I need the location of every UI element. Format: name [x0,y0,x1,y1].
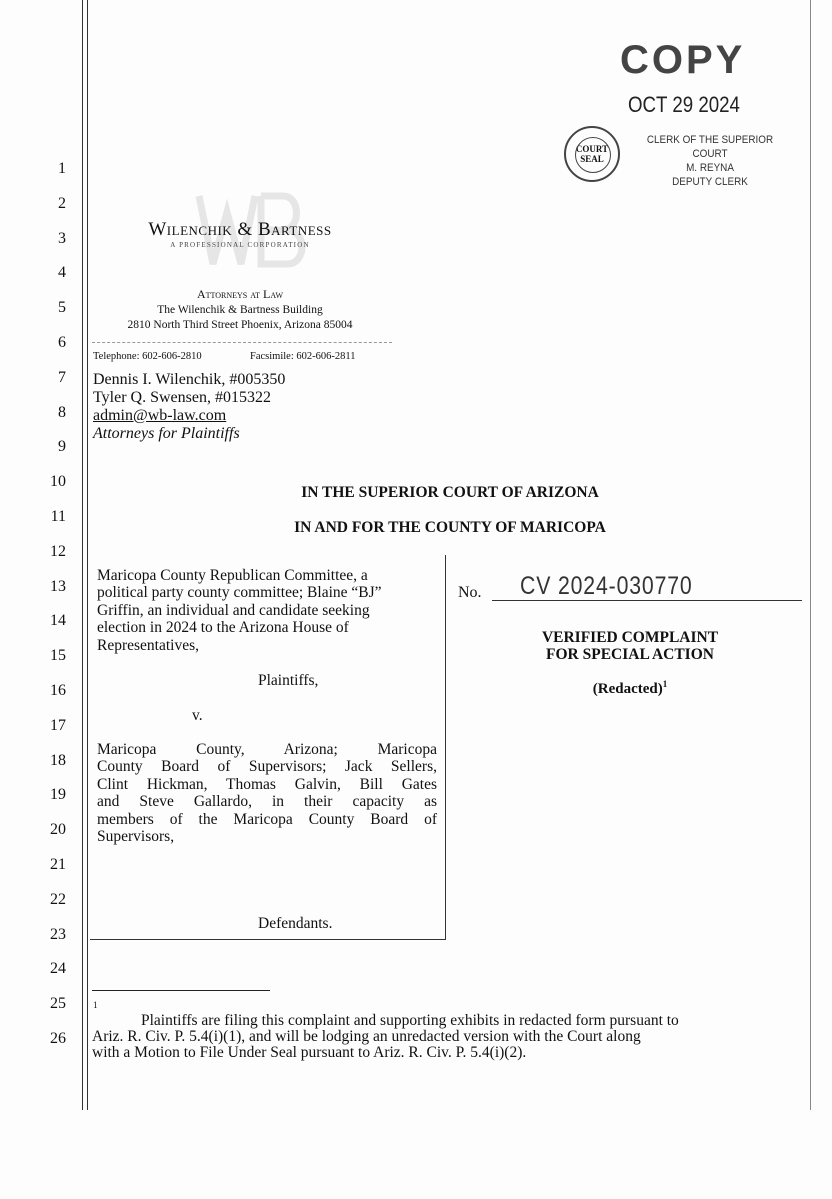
line-number: 5 [58,299,66,317]
defendants-description [97,741,437,845]
firm-address: 2810 North Third Street Phoenix, Arizona 85004 [127,319,353,331]
caption-right-border [445,555,446,940]
letterhead-divider [92,342,392,343]
document-title [450,629,810,663]
caption-line: Representatives, [97,636,200,654]
copy-stamp: COPY [620,38,746,82]
court-name: IN THE SUPERIOR COURT OF ARIZONA [301,484,599,501]
caption-line: election in 2024 to the Arizona House of [97,619,349,637]
line-number: 4 [58,264,66,282]
footnote-mark: 1 [93,1000,98,1010]
case-number: CV 2024-030770 [520,572,693,600]
attorney-1: Dennis I. Wilenchik, #005350 [93,371,286,388]
footnote-line: Ariz. R. Civ. P. 5.4(i)(1), and will be lodging an unredacted version with the Court along [92,1028,641,1045]
line-number: 7 [58,368,66,386]
line-number: 15 [50,647,66,665]
line-number: 2 [58,194,66,212]
court-seal [564,126,620,182]
caption-line: Clint Hickman, Thomas Galvin, Bill Gates [97,775,437,793]
line-number: 20 [50,821,66,839]
caption-bottom-border [90,939,446,940]
clerk-stamp [643,133,778,189]
clerk-line: CLERK OF THE SUPERIOR COURT [646,134,774,160]
caption-line: County Board of Supervisors; Jack Sellers, [97,758,437,776]
firm-name: Wilenchik & Bartness [148,219,332,240]
caption-line: Supervisors, [97,828,175,846]
margin-rule-left-outer [82,0,83,1110]
caption-line: members of the Maricopa County Board of [97,810,437,828]
line-number: 23 [50,925,66,943]
firm-telephone: Telephone: 602-606-2810 [93,351,202,362]
caption-line: Griffin, an individual and candidate seeking [97,601,370,619]
line-number: 18 [50,751,66,769]
line-number: 19 [50,786,66,804]
footnote-separator [92,990,270,991]
line-number: 21 [50,856,66,873]
line-number: 12 [50,542,66,560]
attorney-role: Attorneys for Plaintiffs [93,425,240,442]
defendants-label: Defendants. [258,915,333,932]
attorney-email[interactable]: admin@wb-law.com [93,407,227,424]
footnote-text [92,1013,806,1061]
margin-rule-left-inner [87,0,88,1110]
caption-line: political party county committee; Blaine “BJ” [97,584,382,602]
redacted-label [450,679,810,698]
line-number: 1 [58,160,66,177]
line-number: 24 [50,960,66,978]
seal-text-top: COURT [575,144,609,154]
caption-line: Maricopa County, Arizona; Maricopa [97,741,437,758]
line-number: 16 [50,682,66,699]
filed-date-stamp: OCT 29 2024 [628,92,740,117]
line-number: 17 [50,716,66,734]
line-number: 10 [50,473,66,491]
footnote-line: with a Motion to File Under Seal pursuant to Ariz. R. Civ. P. 5.4(i)(2). [92,1044,527,1061]
footnote-line: Plaintiffs are filing this complaint and supporting exhibits in redacted form pursuant to [141,1012,679,1029]
line-number: 9 [58,438,66,456]
case-no-label: No. [458,584,482,601]
line-number: 22 [50,890,66,908]
versus: v. [192,707,203,724]
firm-subtitle: A PROFESSIONAL CORPORATION [170,241,310,249]
clerk-name: M. REYNA [686,162,734,174]
line-number: 14 [50,612,66,630]
line-number: 26 [50,1030,66,1047]
caption-line: and Steve Gallardo, in their capacity as [97,793,437,811]
attorney-block [93,371,285,443]
firm-building: The Wilenchik & Bartness Building [157,304,323,316]
footnote-ref[interactable]: 1 [662,679,668,689]
line-number: 13 [50,577,66,595]
attorney-2: Tyler Q. Swensen, #015322 [93,389,271,406]
court-county: IN AND FOR THE COUNTY OF MARICOPA [294,519,606,536]
line-number: 11 [50,508,66,525]
line-number: 25 [50,995,66,1013]
caption-line: Maricopa County Republican Committee, a [97,567,368,584]
plaintiffs-label: Plaintiffs, [258,672,319,689]
firm-tagline: Attorneys at Law [196,287,284,301]
line-number: 8 [58,403,66,421]
title-line-1: VERIFIED COMPLAINT [541,629,719,646]
margin-rule-right [810,0,811,1110]
title-line-2: FOR SPECIAL ACTION [546,646,714,663]
clerk-title: DEPUTY CLERK [672,176,748,188]
seal-text-bottom: SEAL [580,154,604,164]
plaintiffs-description [97,567,437,654]
redacted-text: (Redacted) [592,681,663,697]
firm-facsimile: Facsimile: 602-606-2811 [250,351,356,362]
line-number: 6 [58,334,66,351]
line-number: 3 [58,229,66,247]
